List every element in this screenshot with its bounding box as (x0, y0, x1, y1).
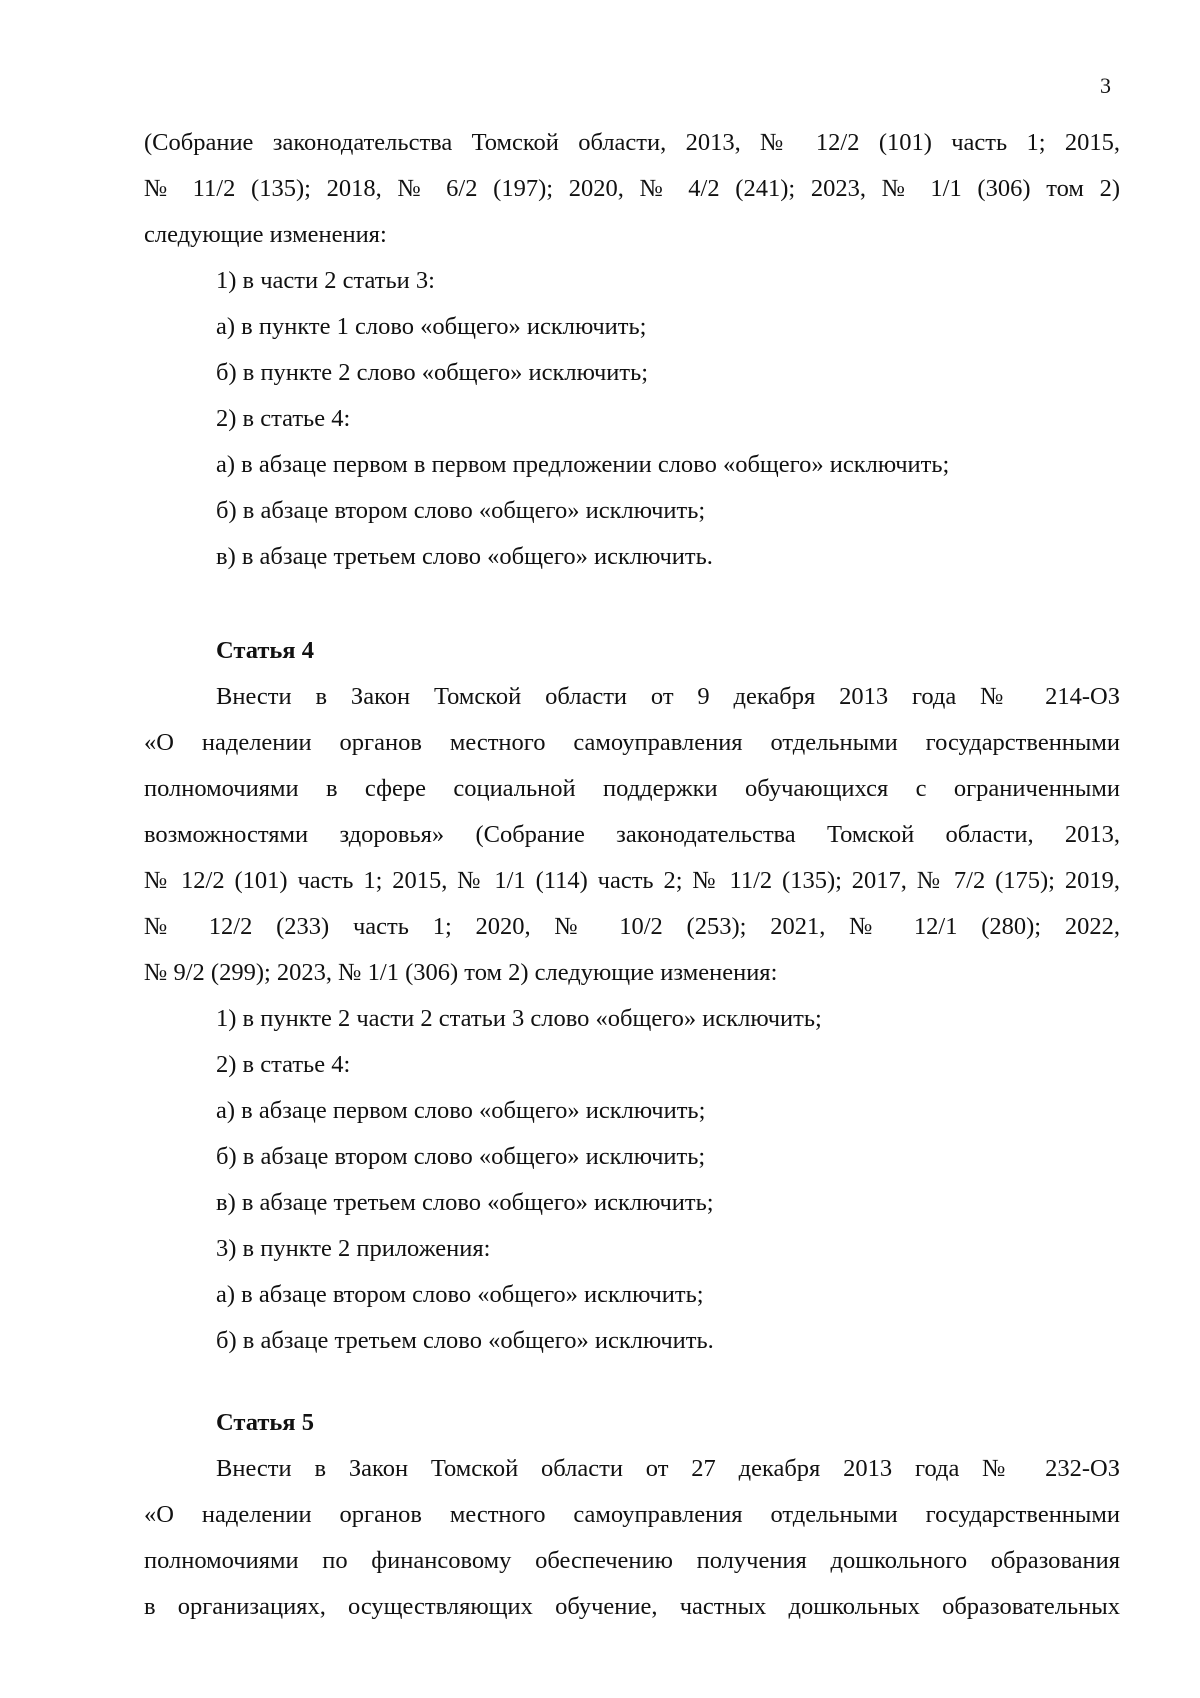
article-heading: Статья 5 (216, 1409, 314, 1436)
list-item: а) в абзаце первом слово «общего» исключить; (216, 1097, 706, 1124)
paragraph-line: № 9/2 (299); 2023, № 1/1 (306) том 2) следующие изменения: (144, 959, 778, 986)
paragraph-line: полномочиями в сфере социальной поддержки обучающихся с ограниченными (144, 775, 1120, 802)
page-number: 3 (1100, 73, 1111, 98)
paragraph-line: № 12/2 (101) часть 1; 2015, № 1/1 (114) часть 2; № 11/2 (135); 2017, № 7/2 (175); 2019, (144, 867, 1120, 894)
paragraph-line: в организациях, осуществляющих обучение, частных дошкольных образовательных (144, 1593, 1120, 1620)
list-item: в) в абзаце третьем слово «общего» исключить. (216, 543, 713, 570)
list-item: 1) в части 2 статьи 3: (216, 267, 435, 294)
article-heading: Статья 4 (216, 637, 314, 664)
list-item: в) в абзаце третьем слово «общего» исключить; (216, 1189, 714, 1216)
paragraph-line: (Собрание законодательства Томской области, 2013, № 12/2 (101) часть 1; 2015, (144, 129, 1120, 156)
list-item: 1) в пункте 2 части 2 статьи 3 слово «общего» исключить; (216, 1005, 822, 1032)
paragraph-line: Внести в Закон Томской области от 27 декабря 2013 года № 232-ОЗ (216, 1455, 1120, 1482)
list-item: 2) в статье 4: (216, 405, 351, 432)
article-4 (144, 628, 1120, 1364)
paragraph-line: «О наделении органов местного самоуправления отдельными государственными (144, 1501, 1120, 1528)
list-item: б) в абзаце втором слово «общего» исключить; (216, 497, 706, 524)
article-5 (144, 1400, 1120, 1630)
list-item: б) в пункте 2 слово «общего» исключить; (216, 359, 649, 386)
list-item: а) в абзаце первом в первом предложении слово «общего» исключить; (216, 451, 950, 478)
list-item: а) в пункте 1 слово «общего» исключить; (216, 313, 647, 340)
list-item: б) в абзаце третьем слово «общего» исключить. (216, 1327, 714, 1354)
list-item: б) в абзаце втором слово «общего» исключить; (216, 1143, 706, 1170)
paragraph-line: возможностями здоровья» (Собрание законодательства Томской области, 2013, (144, 821, 1120, 848)
list-item: 2) в статье 4: (216, 1051, 351, 1078)
paragraph-line: Внести в Закон Томской области от 9 декабря 2013 года № 214-ОЗ (216, 683, 1120, 710)
paragraph-line: № 11/2 (135); 2018, № 6/2 (197); 2020, № 4/2 (241); 2023, № 1/1 (306) том 2) (144, 175, 1120, 202)
list-item: 3) в пункте 2 приложения: (216, 1235, 491, 1262)
continuation-block (144, 120, 1120, 580)
paragraph-line: «О наделении органов местного самоуправления отдельными государственными (144, 729, 1120, 756)
list-item: а) в абзаце втором слово «общего» исключить; (216, 1281, 704, 1308)
paragraph-line: № 12/2 (233) часть 1; 2020, № 10/2 (253); 2021, № 12/1 (280); 2022, (144, 913, 1120, 940)
paragraph-line: полномочиями по финансовому обеспечению получения дошкольного образования (144, 1547, 1120, 1574)
paragraph-line: следующие изменения: (144, 221, 387, 248)
